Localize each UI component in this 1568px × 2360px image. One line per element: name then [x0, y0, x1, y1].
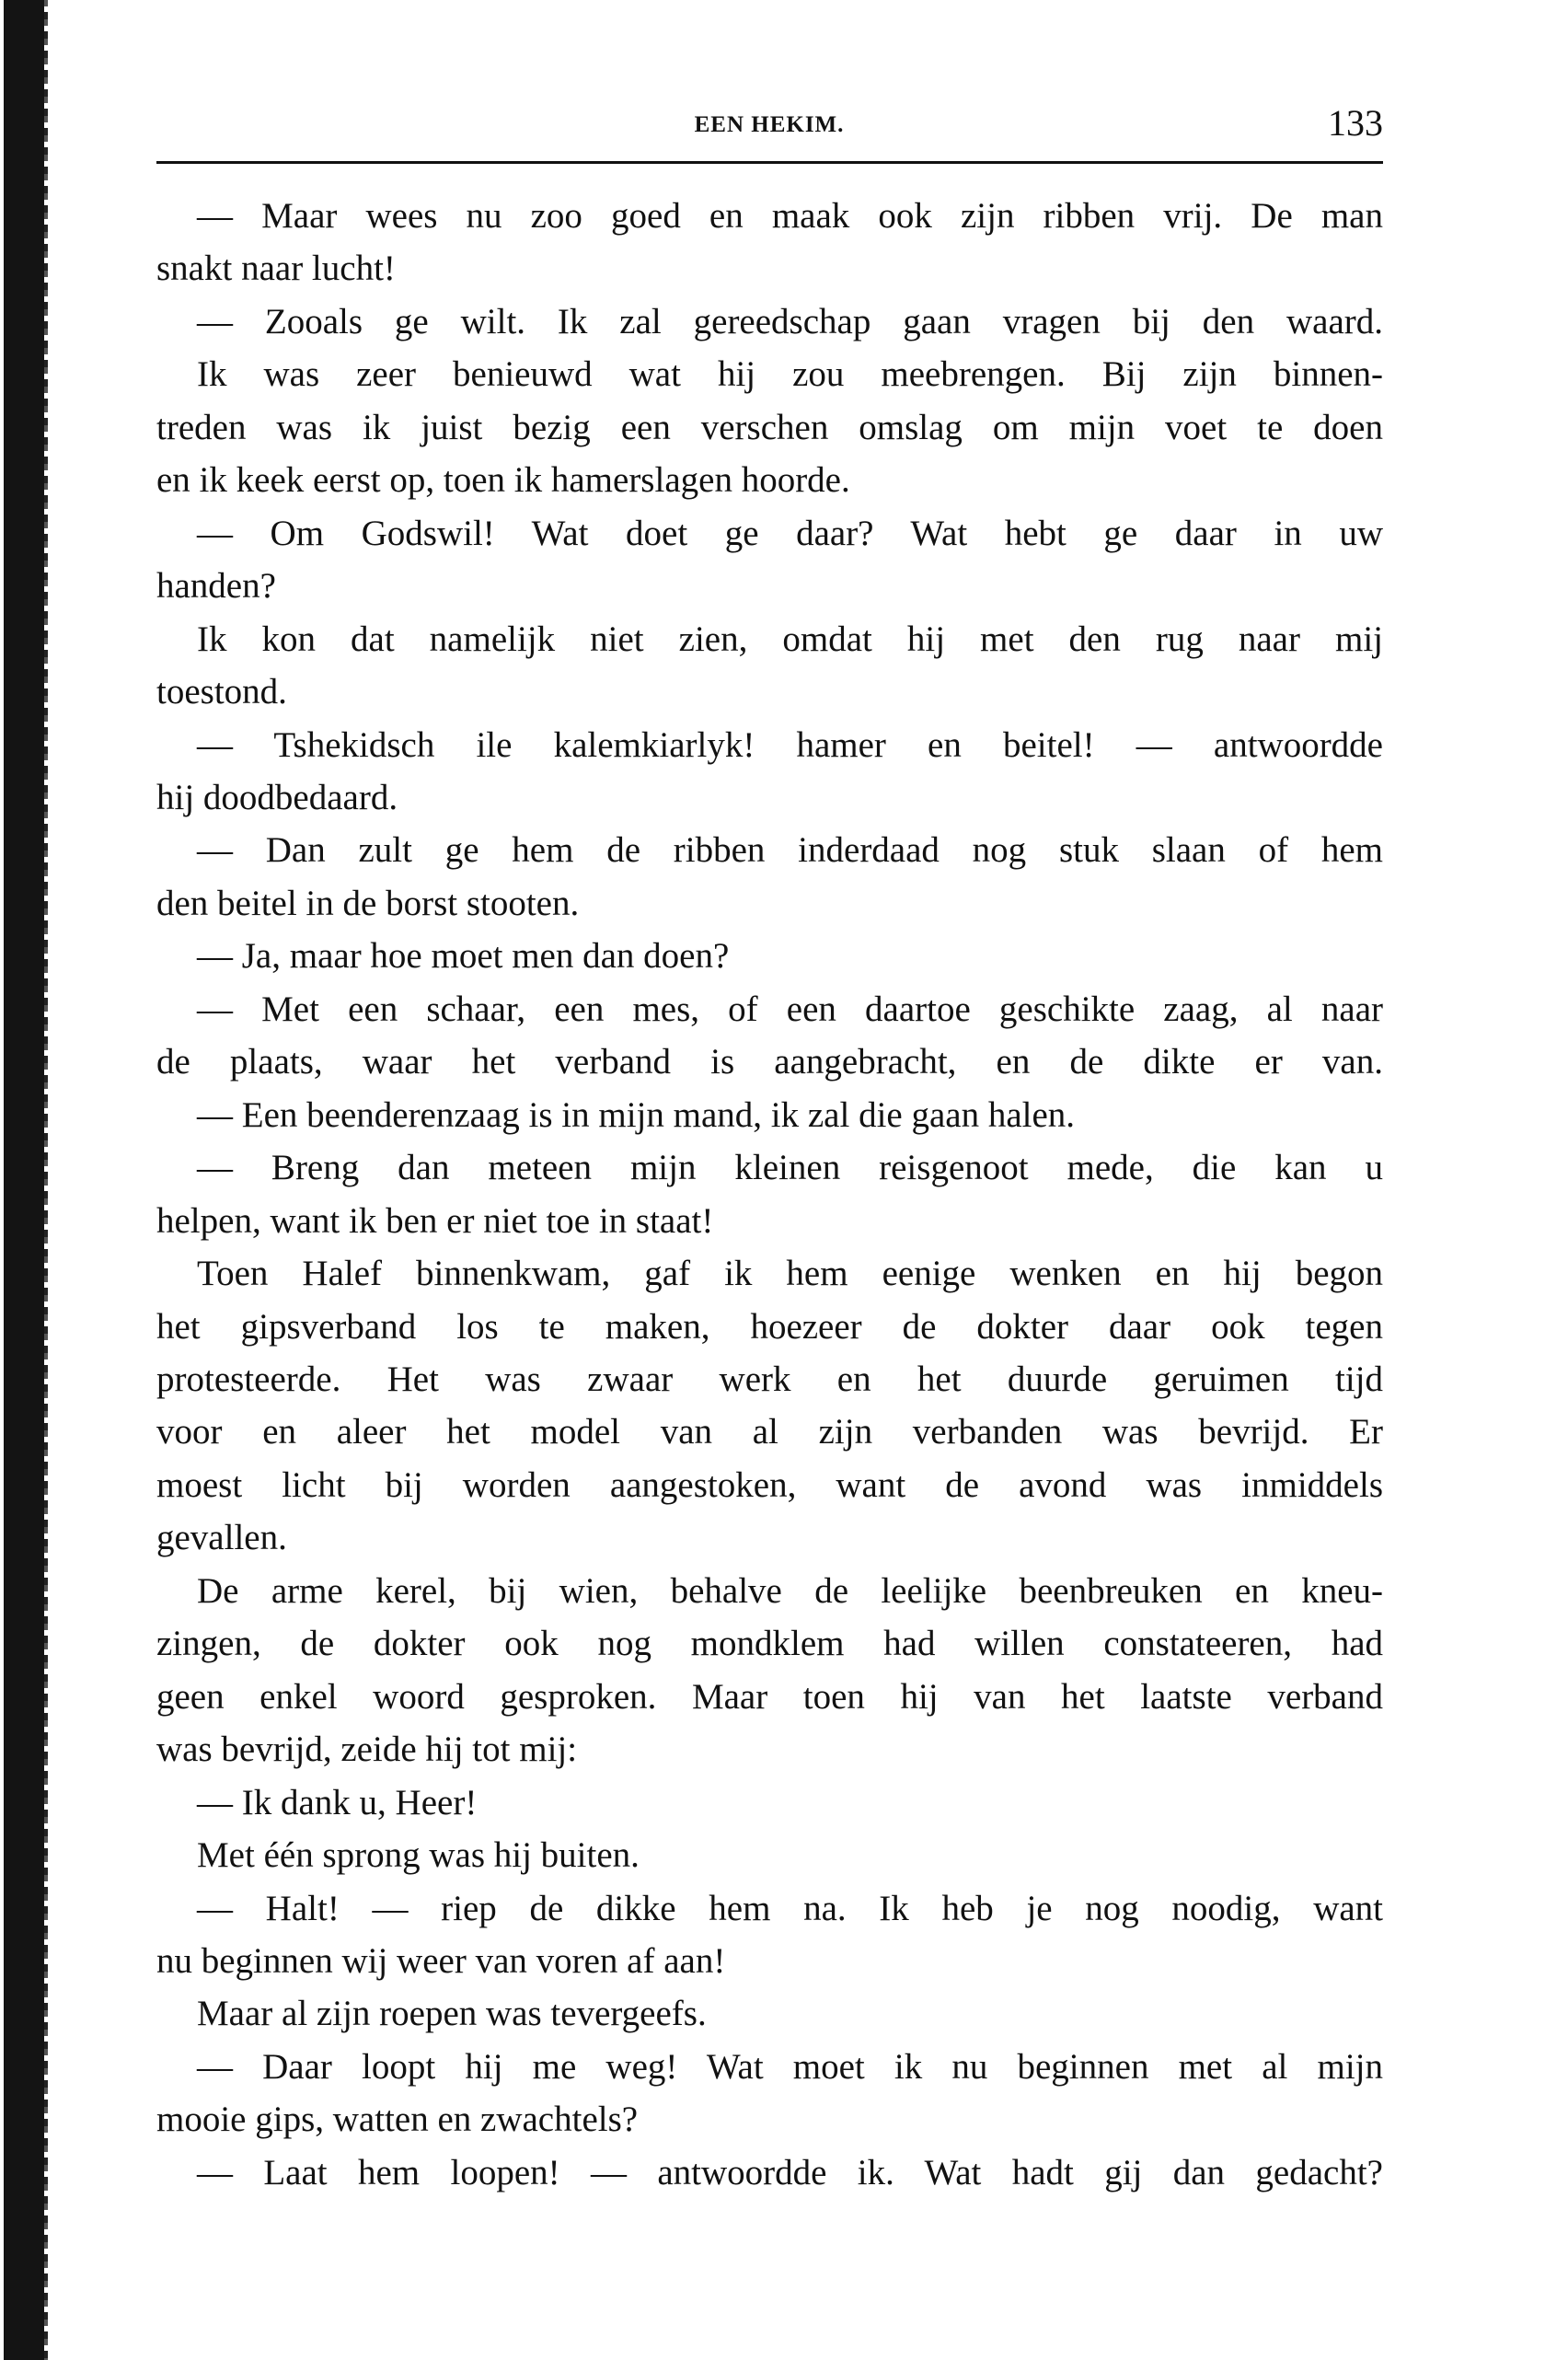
text-line: Maar al zijn roepen was tevergeefs.: [197, 1994, 707, 2034]
text-line: — Laat hem loopen! — antwoordde ik. Wat hadt gij dan gedacht?: [197, 2152, 1383, 2192]
text-line: Ik was zeer benieuwd wat hij zou meebrengen. Bij zijn binnen-: [197, 354, 1383, 395]
text-line: Ik kon dat namelijk niet zien, omdat hij met den rug naar mij: [197, 619, 1383, 659]
text-line: — Een beenderenzaag is in mijn mand, ik zal die gaan halen.: [197, 1094, 1076, 1135]
text-line: treden was ik juist bezig een verschen omslag om mijn voet te doen: [156, 407, 1383, 447]
text-line: — Dan zult ge hem de ribben inderdaad nog stuk slaan of hem: [197, 830, 1383, 871]
text-line: zingen, de dokter ook nog mondklem had willen constateeren, had: [156, 1624, 1383, 1664]
text-line: — Breng dan meteen mijn kleinen reisgenoot mede, die kan u: [197, 1148, 1383, 1188]
text-line: — Halt! — riep de dikke hem na. Ik heb je nog noodig, want: [197, 1888, 1383, 1928]
text-line: was bevrijd, zeide hij tot mij:: [156, 1730, 578, 1770]
text-line: mooie gips, watten en zwachtels?: [156, 2100, 639, 2140]
running-title: EEN HEKIM.: [694, 112, 845, 137]
text-line: en ik keek eerst op, toen ik hamerslagen hoorde.: [156, 460, 850, 501]
text-line: — Maar wees nu zoo goed en maak ook zijn ribben vrij. De man: [197, 196, 1383, 236]
text-line: helpen, want ik ben er niet toe in staat!: [156, 1200, 714, 1241]
text-line: protesteerde. Het was zwaar werk en het duurde geruimen tijd: [156, 1359, 1383, 1399]
text-line: — Ik dank u, Heer!: [197, 1782, 478, 1822]
text-line: hij doodbedaard.: [156, 777, 398, 817]
page-number: 133: [1328, 102, 1383, 144]
text-line: toestond.: [156, 672, 287, 712]
text-line: voor en aleer het model van al zijn verbanden was bevrijd. Er: [156, 1412, 1383, 1452]
header-rule: [156, 161, 1383, 164]
text-line: — Daar loopt hij me weg! Wat moet ik nu beginnen met al mijn: [197, 2046, 1383, 2087]
text-line: snakt naar lucht!: [156, 249, 396, 289]
text-line: — Om Godswil! Wat doet ge daar? Wat hebt ge daar in uw: [197, 513, 1383, 553]
text-line: het gipsverband los te maken, hoezeer de dokter daar ook tegen: [156, 1306, 1383, 1347]
text-line: — Zooals ge wilt. Ik zal gereedschap gaan vragen bij den waard.: [197, 301, 1383, 341]
text-line: Toen Halef binnenkwam, gaf ik hem eenige wenken en hij begon: [197, 1254, 1383, 1294]
text-line: geen enkel woord gesproken. Maar toen hij van het laatste verband: [156, 1676, 1383, 1717]
text-line: — Tshekidsch ile kalemkiarlyk! hamer en beitel! — antwoordde: [197, 724, 1383, 765]
text-line: Met één sprong was hij buiten.: [197, 1835, 640, 1876]
text-line: — Ja, maar hoe moet men dan doen?: [197, 936, 730, 977]
text-line: De arme kerel, bij wien, behalve de leelijke beenbreuken en kneu-: [197, 1570, 1383, 1611]
text-line: gevallen.: [156, 1518, 287, 1558]
text-line: moest licht bij worden aangestoken, want de avond was inmiddels: [156, 1464, 1383, 1505]
body-text: [156, 190, 1383, 2199]
text-line: den beitel in de borst stooten.: [156, 883, 580, 923]
text-line: de plaats, waar het verband is aangebracht, en de dikte er van.: [156, 1042, 1383, 1082]
text-line: handen?: [156, 566, 276, 607]
book-binding-edge: [4, 0, 44, 2360]
text-line: nu beginnen wij weer van voren af aan!: [156, 1940, 726, 1981]
text-line: — Met een schaar, een mes, of een daartoe geschikte zaag, al naar: [197, 989, 1383, 1029]
